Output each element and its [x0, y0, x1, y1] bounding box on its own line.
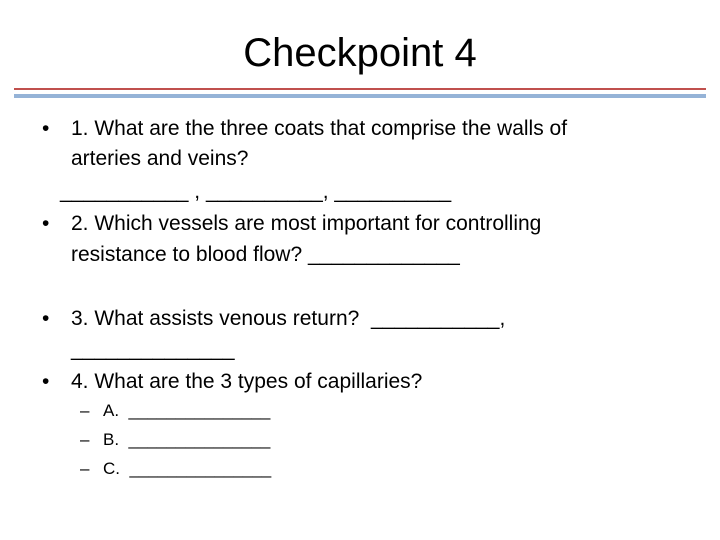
capillary-type-c: C. _______________	[103, 459, 272, 478]
question-3-line-1: 3. What assists venous return? ___________,	[71, 307, 506, 330]
bullet-2: •	[42, 212, 50, 235]
question-2-line-1: 2. Which vessels are most important for controlling	[71, 212, 542, 235]
subitem-dash-a: –	[80, 401, 90, 420]
subitem-dash-c: –	[80, 459, 90, 478]
title-divider-blue	[14, 94, 706, 98]
question-3-line-2: ______________	[71, 338, 235, 361]
bullet-4: •	[42, 370, 50, 393]
question-4-line-1: 4. What are the 3 types of capillaries?	[71, 370, 423, 393]
subitem-dash-b: –	[80, 430, 90, 449]
question-1-answer-blanks: ___________ , __________, __________	[60, 180, 452, 203]
bullet-1: •	[42, 117, 50, 140]
capillary-type-b: B. _______________	[103, 430, 271, 449]
bullet-3: •	[42, 307, 50, 330]
slide-title: Checkpoint 4	[243, 31, 477, 75]
capillary-type-a: A. _______________	[103, 401, 271, 420]
question-1-line-2: arteries and veins?	[71, 147, 249, 170]
question-1-line-1: 1. What are the three coats that comprise the walls of	[71, 117, 568, 140]
question-2-line-2: resistance to blood flow? _____________	[71, 243, 460, 266]
title-divider-red	[14, 88, 706, 90]
